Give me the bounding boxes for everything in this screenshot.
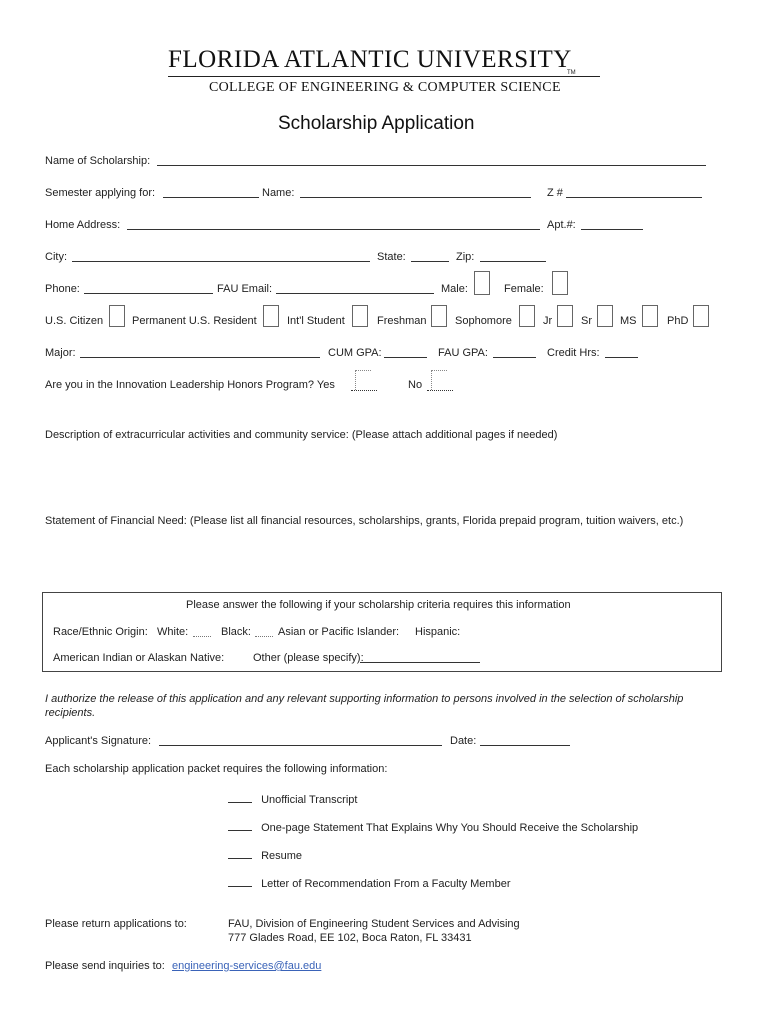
- phone-label: Phone:: [45, 283, 80, 295]
- state-field[interactable]: [411, 261, 449, 262]
- packet-item: [228, 876, 511, 890]
- jr-label: Jr: [543, 315, 553, 327]
- college-name: COLLEGE OF ENGINEERING & COMPUTER SCIENCE: [209, 80, 561, 95]
- packet-item-checkline[interactable]: [228, 848, 252, 859]
- financial-need-answer-area[interactable]: [45, 534, 725, 586]
- name-of-scholarship-label: Name of Scholarship:: [45, 155, 151, 167]
- signature-field[interactable]: [159, 745, 442, 746]
- cum-gpa-field[interactable]: [384, 357, 427, 358]
- honors-no-checkbox[interactable]: [431, 370, 447, 390]
- us-citizen-label: U.S. Citizen: [45, 315, 104, 327]
- date-field[interactable]: [480, 745, 570, 746]
- packet-item-label: Unofficial Transcript: [261, 794, 358, 806]
- race-label: Race/Ethnic Origin:: [53, 626, 148, 638]
- home-address-field[interactable]: [127, 229, 540, 230]
- honors-yes-line: [351, 390, 377, 391]
- white-field[interactable]: [193, 636, 211, 637]
- packet-item-checkline[interactable]: [228, 876, 252, 887]
- packet-item: [228, 820, 638, 834]
- return-address-line2: 777 Glades Road, EE 102, Boca Raton, FL 33431: [228, 932, 472, 944]
- fau-email-field[interactable]: [276, 293, 434, 294]
- name-label: Name:: [262, 187, 295, 199]
- city-label: City:: [45, 251, 67, 263]
- phd-label: PhD: [667, 315, 689, 327]
- packet-item-label: One-page Statement That Explains Why You Should Receive the Scholarship: [261, 822, 639, 834]
- state-label: State:: [377, 251, 406, 263]
- name-of-scholarship-field[interactable]: [157, 165, 706, 166]
- zip-field[interactable]: [480, 261, 546, 262]
- female-label: Female:: [504, 283, 544, 295]
- criteria-heading: Please answer the following if your scholarship criteria requires this information: [186, 599, 571, 611]
- logo-rule: [168, 76, 600, 77]
- packet-intro: Each scholarship application packet requires the following information:: [45, 763, 388, 775]
- asian-label: Asian or Pacific Islander:: [278, 626, 400, 638]
- packet-item: [228, 792, 357, 806]
- university-wordmark: FLORIDA ATLANTIC UNIVERSITY: [168, 46, 572, 73]
- freshman-label: Freshman: [377, 315, 427, 327]
- american-indian-label: American Indian or Alaskan Native:: [53, 652, 225, 664]
- sr-label: Sr: [581, 315, 592, 327]
- fau-email-label: FAU Email:: [217, 283, 273, 295]
- phd-checkbox[interactable]: [693, 305, 709, 327]
- inquiries-label: Please send inquiries to:: [45, 960, 165, 972]
- white-label: White:: [157, 626, 189, 638]
- inquiries-email-link[interactable]: engineering-services@fau.edu: [172, 960, 322, 972]
- sr-checkbox[interactable]: [597, 305, 613, 327]
- honors-no-line: [427, 390, 453, 391]
- return-address-line1: FAU, Division of Engineering Student Services and Advising: [228, 918, 520, 930]
- phone-field[interactable]: [84, 293, 213, 294]
- apt-label: Apt.#:: [547, 219, 576, 231]
- criteria-box: [42, 592, 722, 672]
- packet-item-checkline[interactable]: [228, 792, 252, 803]
- female-checkbox[interactable]: [552, 271, 568, 295]
- city-field[interactable]: [72, 261, 370, 262]
- home-address-label: Home Address:: [45, 219, 121, 231]
- honors-yes-checkbox[interactable]: [355, 370, 371, 390]
- intl-student-label: Int'l Student: [287, 315, 345, 327]
- jr-checkbox[interactable]: [557, 305, 573, 327]
- fau-gpa-label: FAU GPA:: [438, 347, 488, 359]
- name-field[interactable]: [300, 197, 531, 198]
- other-label: Other (please specify):: [253, 652, 364, 664]
- cum-gpa-label: CUM GPA:: [328, 347, 382, 359]
- black-field[interactable]: [255, 636, 273, 637]
- hispanic-label: Hispanic:: [415, 626, 461, 638]
- packet-item-label: Letter of Recommendation From a Faculty Member: [261, 878, 511, 890]
- packet-item: [228, 848, 302, 862]
- permanent-resident-label: Permanent U.S. Resident: [132, 315, 257, 327]
- zip-label: Zip:: [456, 251, 475, 263]
- sophomore-label: Sophomore: [455, 315, 512, 327]
- permanent-resident-checkbox[interactable]: [263, 305, 279, 327]
- freshman-checkbox[interactable]: [431, 305, 447, 327]
- intl-student-checkbox[interactable]: [352, 305, 368, 327]
- major-field[interactable]: [80, 357, 320, 358]
- other-field[interactable]: [360, 662, 480, 663]
- z-number-label: Z #: [547, 187, 563, 199]
- extracurricular-answer-area[interactable]: [45, 448, 725, 508]
- semester-field[interactable]: [163, 197, 259, 198]
- trademark-mark: TM: [567, 70, 576, 76]
- credit-hrs-field[interactable]: [605, 357, 638, 358]
- page-title: Scholarship Application: [278, 113, 475, 134]
- male-label: Male:: [441, 283, 468, 295]
- ms-label: MS: [620, 315, 637, 327]
- date-label: Date:: [450, 735, 477, 747]
- signature-label: Applicant's Signature:: [45, 735, 152, 747]
- packet-item-checkline[interactable]: [228, 820, 252, 831]
- ms-checkbox[interactable]: [642, 305, 658, 327]
- male-checkbox[interactable]: [474, 271, 490, 295]
- authorization-text: I authorize the release of this application and any relevant supporting information to persons involved in the selection of scholarship recipients.: [45, 693, 684, 719]
- financial-need-prompt: Statement of Financial Need: (Please list all financial resources, scholarships, grants, Florida prepaid program, tuition waivers, etc.): [45, 515, 684, 527]
- extracurricular-prompt: Description of extracurricular activities and community service: (Please attach additional pages if needed): [45, 429, 558, 441]
- return-label: Please return applications to:: [45, 918, 187, 930]
- apt-field[interactable]: [581, 229, 643, 230]
- honors-question: Are you in the Innovation Leadership Honors Program? Yes: [45, 379, 335, 391]
- semester-label: Semester applying for:: [45, 187, 156, 199]
- major-label: Major:: [45, 347, 76, 359]
- packet-item-label: Resume: [261, 850, 303, 862]
- sophomore-checkbox[interactable]: [519, 305, 535, 327]
- credit-hrs-label: Credit Hrs:: [547, 347, 600, 359]
- black-label: Black:: [221, 626, 251, 638]
- us-citizen-checkbox[interactable]: [109, 305, 125, 327]
- z-number-field[interactable]: [566, 197, 702, 198]
- fau-gpa-field[interactable]: [493, 357, 536, 358]
- honors-no-label: No: [408, 379, 423, 391]
